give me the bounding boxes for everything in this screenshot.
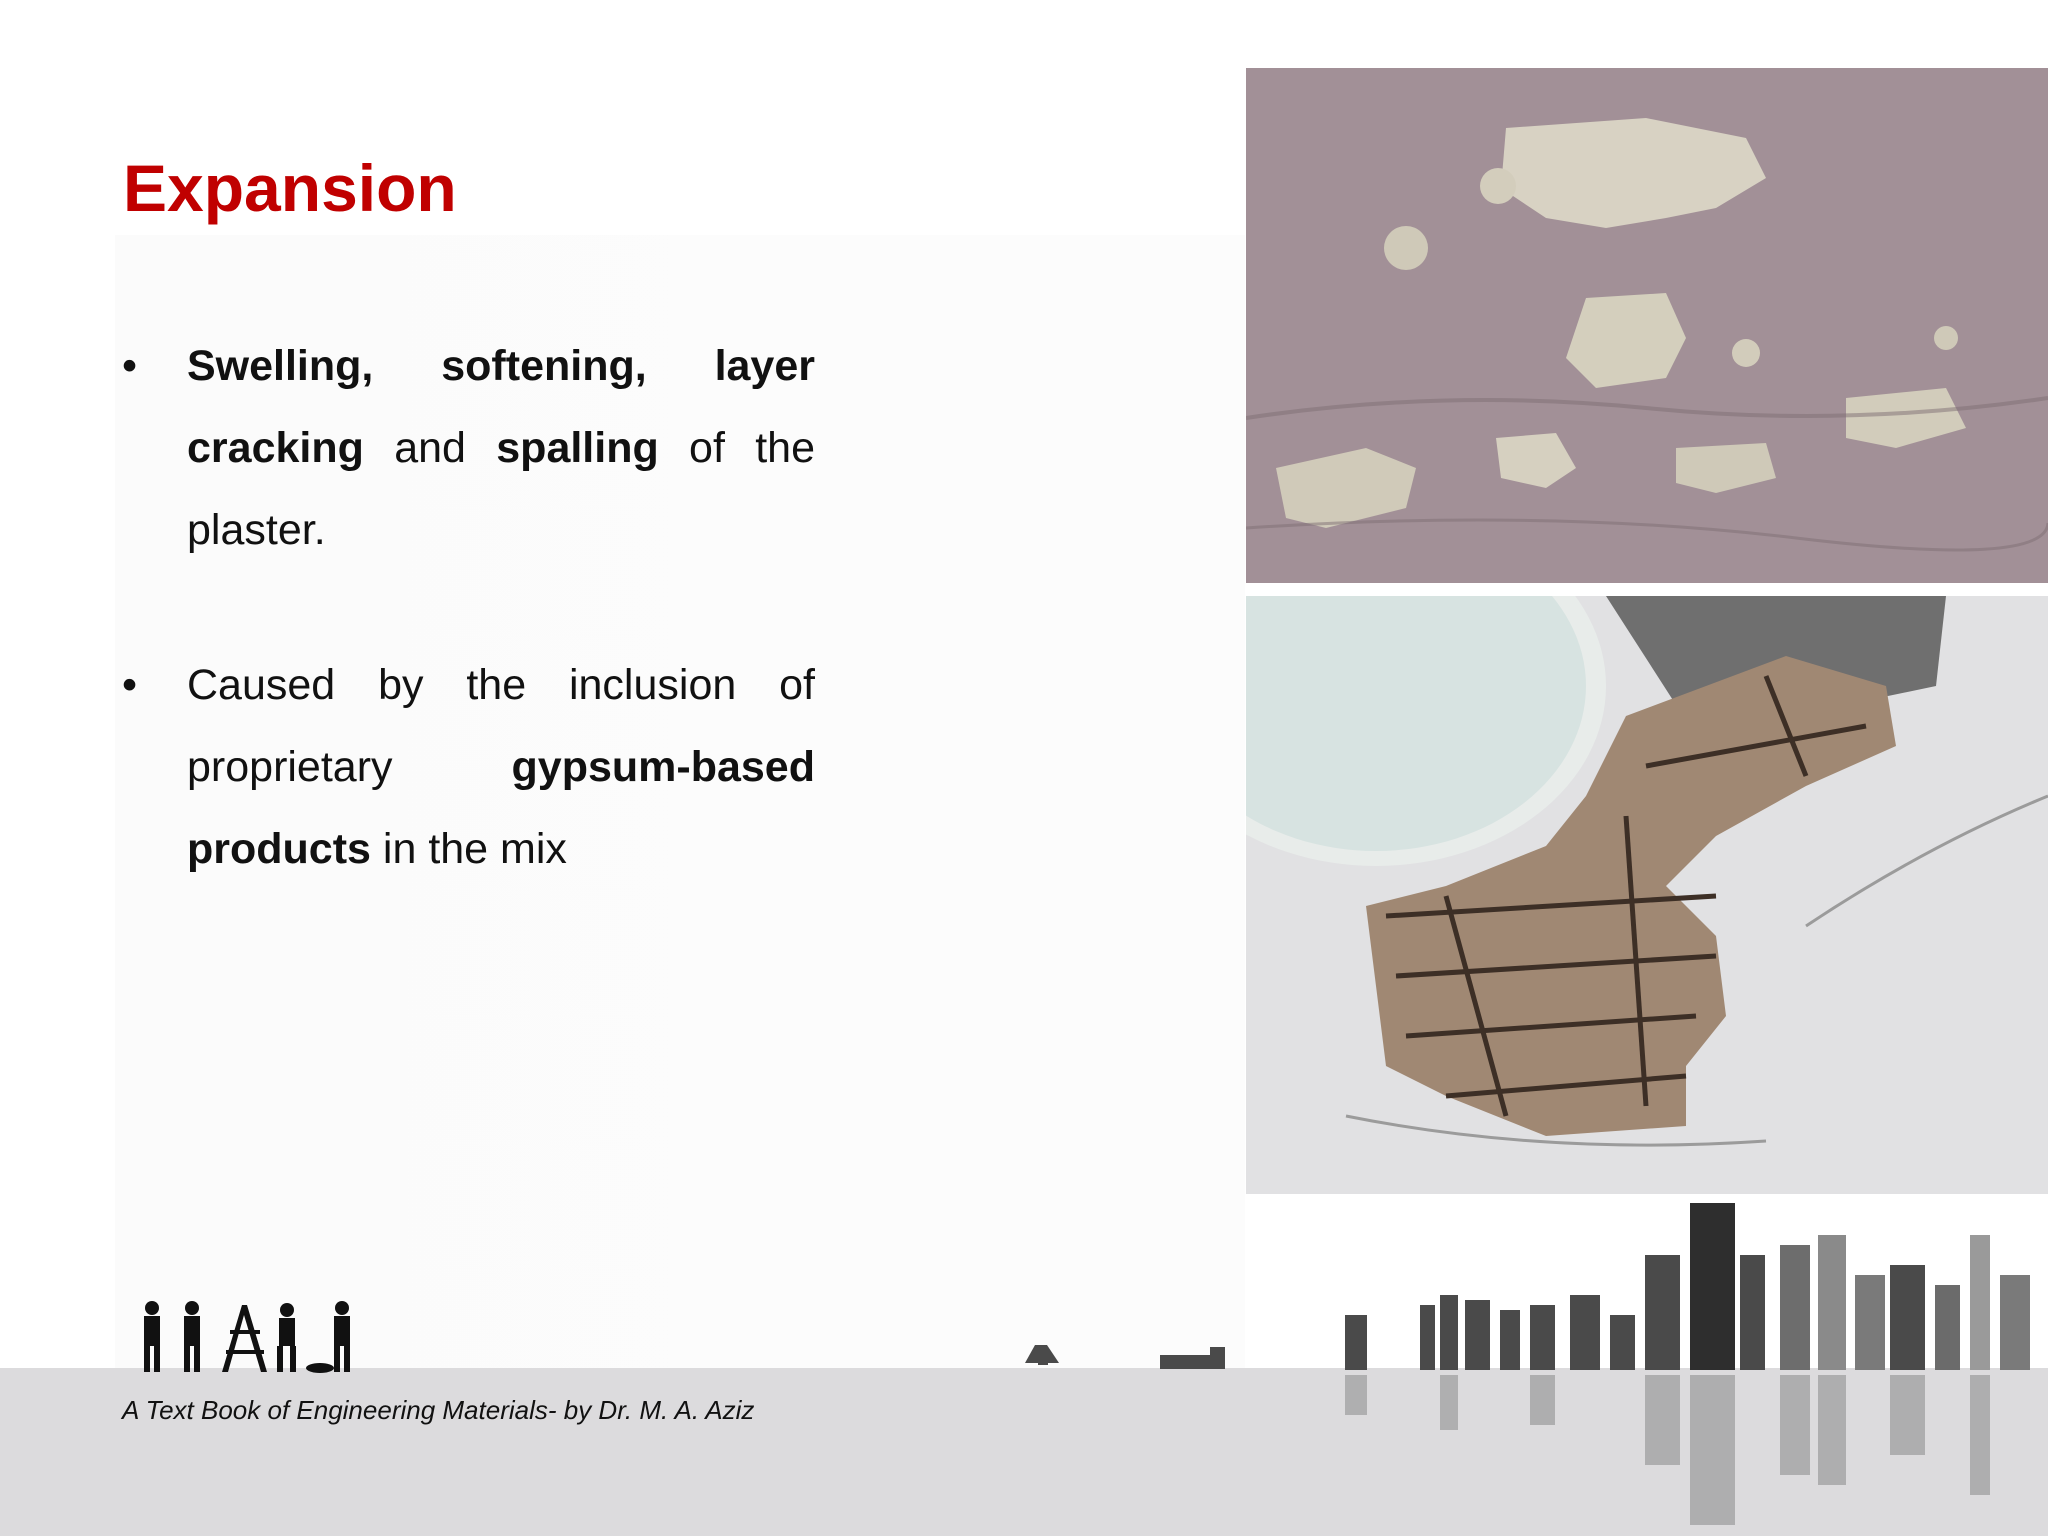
bullet-segment: spalling [496,424,659,472]
bullet-text-2 [187,644,815,890]
bullet-segment: Swelling, softening, layer cracking [187,342,815,472]
bullet-segment: in the mix [370,825,567,873]
bullet-segment: and [363,424,497,472]
workers-silhouette-graphic [122,1300,367,1375]
bullet-item-1 [122,325,815,571]
bullet-text-1 [187,325,815,571]
footer-citation: A Text Book of Engineering Materials- by Dr. M. A. Aziz [122,1395,755,1425]
city-skyline-graphic [1010,1195,2048,1536]
bullet-segment: Caused by the inclusion of proprietary [187,661,815,791]
slide-title: Expansion [123,151,457,225]
bullet-marker: • [122,342,138,390]
spalled-plaster-photo [1246,68,2048,583]
bullet-segment: of the plaster. [187,424,816,554]
bullet-item-2 [122,644,815,890]
bullet-segment: gypsum-based products [187,743,815,873]
bullet-marker: • [122,661,138,709]
spalled-ceiling-photo [1246,596,2048,1194]
